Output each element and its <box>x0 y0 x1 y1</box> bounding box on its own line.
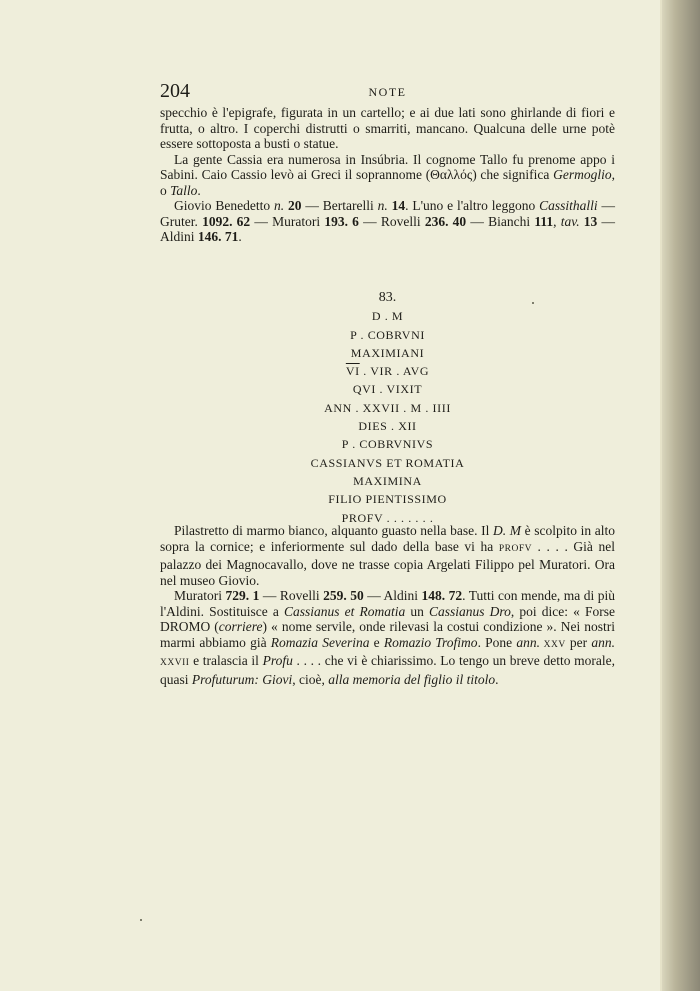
inscription-line: D . M <box>371 309 404 324</box>
inscription-number: 83. <box>378 290 397 305</box>
paragraph-pilastretto: Pilastretto di marmo bianco, alquanto guasto nella base. Il D. M è scolpito in alto sopra la cornice; e inferiormente sul dado della base vi ha PROFV . . . . Già nel palazzo dei Magnocavallo, dove ne trasse copia Argelati Filippo pel Muratori. Ora nel museo Giovio. <box>160 523 616 588</box>
inscription-line: FILIO PIENTISSIMO <box>328 492 447 507</box>
notes-bottom-block <box>160 523 615 687</box>
paragraph-urne: specchio è l'epigrafe, figurata in un cartello; e ai due lati sono ghirlande di fiori e frutta, o altro. I coperchi distrutti o smarriti, mancano. Qualcuna delle urne potè essere sottoposta a busti o statue. <box>160 105 615 151</box>
inscription-line: P . COBRVNI <box>350 327 425 342</box>
page-header <box>160 80 615 104</box>
running-head: NOTE <box>368 85 407 99</box>
inscription-83 <box>160 289 615 527</box>
inscription-line: QVI . VIXIT <box>352 382 423 397</box>
inscription-line: P . COBRVNIVS <box>341 437 434 452</box>
paragraph-references-82: Giovio Benedetto n. 20 — Bertarelli n. 14. L'uno e l'altro leggono Cassithalli — Gruter. 1092. 62 — Muratori 193. 6 — Rovelli 236. 40 — Bianchi 111, tav. 13 — Aldini 146. 71. <box>160 198 616 244</box>
page-edge-shadow <box>662 0 700 991</box>
inscription-line: DIES . XII <box>358 419 417 434</box>
inscription-line: $\overline{VI}$ . VIR . AVG <box>345 364 430 379</box>
inscription-line: MAXIMIANI <box>350 345 425 360</box>
ink-speck <box>140 919 142 921</box>
notes-top-block <box>160 105 615 245</box>
inscription-line: CASSIANVS ET ROMATIA <box>310 455 465 470</box>
inscription-line: PROFV . . . . . . . <box>341 510 434 525</box>
paragraph-references-83: Muratori 729. 1 — Rovelli 259. 50 — Aldini 148. 72. Tutti con mende, ma di più l'Aldini. Sostituisce a Cassianus et Romatia un Cassianus Dro, poi dice: « Forse DROMO (corriere) « nome servile, onde rilevasi la costui condizione ». Nei nostri marmi abbiamo già Romazia Severina e Romazio Trofimo. Pone ann. XXV per ann. XXVII e tralascia il Profu . . . . che vi è chiarissimo. Lo tengo un breve detto morale, quasi Profuturum: Giovi, cioè, alla memoria del figlio il titolo. <box>160 588 616 687</box>
inscription-line: MAXIMINA <box>353 473 422 488</box>
paragraph-gente-cassia: La gente Cassia era numerosa in Insúbria. Il cognome Tallo fu prenome appo i Sabini. Caio Cassio levò ai Greci il soprannome (Θαλλός) che significa Germoglio, o Tallo. <box>160 151 615 198</box>
ink-speck <box>532 302 534 304</box>
page-number: 204 <box>160 80 190 102</box>
inscription-line: ANN . XXVII . M . IIII <box>324 400 451 415</box>
